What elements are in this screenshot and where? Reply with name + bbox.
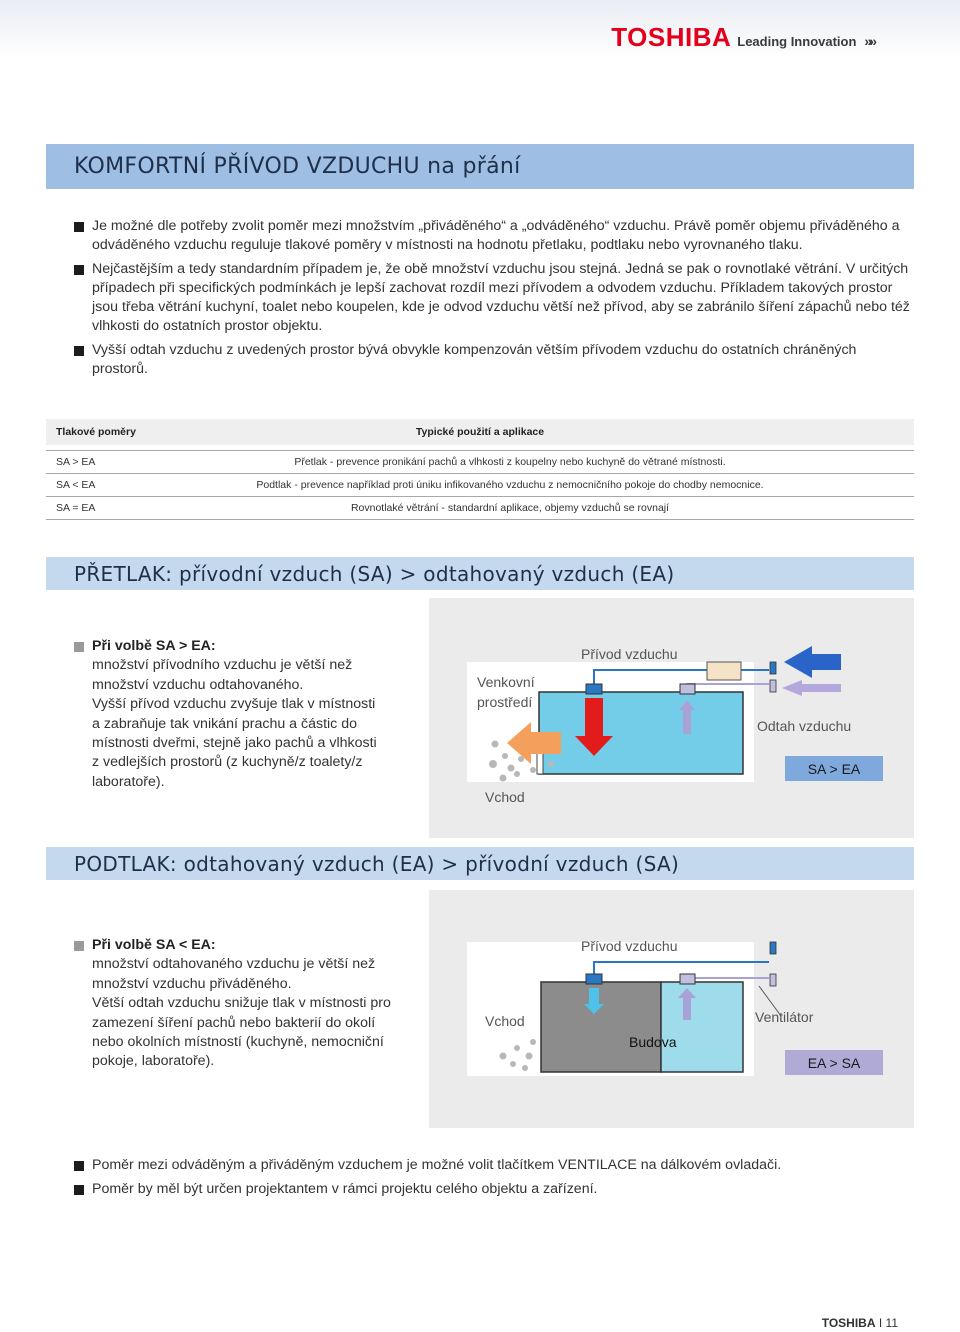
status-badge: EA > SA (785, 1050, 883, 1075)
list-item (74, 936, 404, 1072)
description-line: zamezení šíření pachů nebo bakterií do okolí (92, 1014, 376, 1031)
table-row (46, 474, 914, 497)
table-cell-ratio: SA > EA (56, 456, 96, 468)
column-header-use: Typické použití a aplikace (415, 426, 545, 438)
exhaust-grille-icon (680, 684, 695, 694)
description-line: Vyšší přívod vzduchu zvyšuje tlak v místnosti (92, 696, 376, 713)
bullet-square-icon (74, 1161, 84, 1171)
toshiba-logo: TOSHIBA (611, 22, 732, 52)
exhaust-air-label: Odtah vzduchu (757, 718, 852, 734)
list-item (74, 260, 914, 337)
list-item (74, 217, 914, 256)
description-line: pokoje, laboratoře). (92, 1053, 215, 1070)
brand-tagline: Leading Innovation (737, 34, 857, 49)
room-box (539, 692, 743, 774)
description-line: z vedlejších prostorů (z kuchyně/z toalety/z (92, 754, 363, 771)
supply-air-label: Přívod vzduchu (581, 646, 678, 662)
ventilation-unit (707, 662, 741, 680)
underpressure-heading: Při volbě SA < EA: (92, 937, 216, 953)
table-cell-ratio: SA = EA (56, 502, 96, 514)
table-header (46, 419, 914, 445)
supply-grille-icon (586, 684, 602, 694)
description-line: nebo okolních místností (kuchyně, nemocniční (92, 1034, 384, 1051)
table-cell-use: Rovnotlaké větrání - standardní aplikace, objemy vzduchů se rovnají (350, 502, 670, 514)
table-cell-ratio: SA < EA (56, 479, 96, 491)
brand-header (611, 22, 874, 53)
description-line: množství vzduchu odtahovaného. (92, 676, 304, 693)
bullet-square-icon (74, 642, 84, 652)
description-line: a zabraňuje tak vnikání prachu a částic do (92, 715, 357, 732)
description-line: množství odtahovaného vzduchu je větší než (92, 956, 376, 973)
bullet-square-icon (74, 346, 84, 356)
entrance-label: Vchod (485, 789, 525, 805)
entrance-label: Vchod (485, 1013, 525, 1029)
description-line: Větší odtah vzduchu snižuje tlak v místnosti pro (92, 995, 391, 1012)
underpressure-diagram (429, 890, 914, 1128)
footer-brand: TOSHIBA (821, 1316, 876, 1330)
outdoor-exhaust-icon (770, 974, 776, 986)
pressure-table (46, 419, 914, 520)
page-number: 11 (885, 1316, 898, 1330)
overpressure-description (74, 637, 404, 792)
description-line: místnosti dveřmi, stejně jako pachů a vlhkosti (92, 735, 377, 752)
list-item (74, 637, 404, 792)
table-row (46, 497, 914, 520)
overpressure-title: PŘETLAK: přívodní vzduch (SA) > odtahovaný vzduch (EA) (46, 557, 914, 590)
table-cell-use: Přetlak - prevence pronikání pachů a vlhkosti z koupelny nebo kuchyně do větrané místnosti. (294, 456, 726, 468)
outside-label: Venkovní (477, 674, 535, 690)
bullet-text: Vyšší odtah vzduchu z uvedených prostor bývá obvykle kompenzován větším přívodem vzduchu do ostatních chráněných prostorů. (92, 341, 857, 378)
ventilated-zone (661, 982, 743, 1072)
exhaust-out-arrow-icon (782, 680, 841, 696)
building-label: Budova (629, 1034, 677, 1050)
footer-bullets (74, 1156, 914, 1205)
page-title: KOMFORTNÍ PŘÍVOD VZDUCHU na přání (46, 144, 914, 189)
bullet-text: Poměr by měl být určen projektantem v rámci projektu celého objektu a zařízení. (92, 1181, 598, 1198)
column-header-ratio: Tlakové poměry (56, 426, 136, 438)
table-cell-use: Podtlak - prevence například proti úniku infikovaného vzduchu z nemocničního pokoje do chodby nemocnice. (256, 479, 764, 491)
supply-grille-icon (586, 974, 602, 984)
page-footer (822, 1316, 898, 1330)
bullet-text: Poměr mezi odváděným a přiváděným vzduchem je možné volit tlačítkem VENTILACE na dálkovém ovladači. (92, 1157, 782, 1173)
overpressure-diagram (429, 598, 914, 838)
outdoor-exhaust-icon (770, 680, 776, 692)
outdoor-intake-icon (770, 942, 776, 954)
list-item (74, 341, 914, 380)
status-badge: SA > EA (785, 756, 883, 781)
description-line: laboratoře). (92, 773, 165, 790)
bullet-square-icon (74, 1185, 84, 1195)
supply-air-label: Přívod vzduchu (581, 938, 678, 954)
list-item (74, 1180, 914, 1199)
table-row (46, 451, 914, 474)
footer-separator: I (878, 1316, 883, 1330)
outdoor-intake-icon (770, 662, 776, 674)
bullet-square-icon (74, 222, 84, 232)
description-line: množství přívodního vzduchu je větší než (92, 657, 353, 674)
outside-label: prostředí (477, 694, 533, 710)
underpressure-title: PODTLAK: odtahovaný vzduch (EA) > přívodní vzduch (SA) (46, 847, 914, 880)
fan-label: Ventilátor (755, 1009, 814, 1025)
bullet-text: Je možné dle potřeby zvolit poměr mezi množstvím „přiváděného“ a „odváděného“ vzduchu. Právě poměr objemu přiváděného a odváděného vzduchu reguluje tlakové poměry v místnosti na hodnotu přetlaku, podtlaku nebo vyrovnaného tlaku. (92, 218, 900, 254)
list-item (74, 1156, 914, 1175)
overpressure-heading: Při volbě SA > EA: (92, 638, 216, 654)
exhaust-grille-icon (680, 974, 695, 984)
bullet-text: Nejčastějším a tedy standardním případem je, že obě množství vzduchu jsou stejná. Jedná se pak o rovnotlaké větrání. V určitých případech při specifických podmínkách je lepší zachovat rozdíl mezi přívodem a odvodem vzduchu. Příkladem takových prostor jsou třeba větrání kuchyní, toalet nebo koupelen, kde je odvod vzduchu větší než přívod, aby se zabránilo šíření zápachů nebo též vlhkosti do ostatních prostor objektu. (92, 260, 910, 335)
bullet-square-icon (74, 265, 84, 275)
chevrons-icon: »» (864, 33, 874, 49)
underpressure-illustration (429, 890, 914, 1128)
intake-arrow-icon (784, 646, 841, 678)
description-line: množství vzduchu přiváděného. (92, 975, 292, 992)
underpressure-description (74, 936, 404, 1072)
bullet-square-icon (74, 941, 84, 951)
intro-bullets (74, 217, 914, 383)
building-zone (541, 982, 661, 1072)
